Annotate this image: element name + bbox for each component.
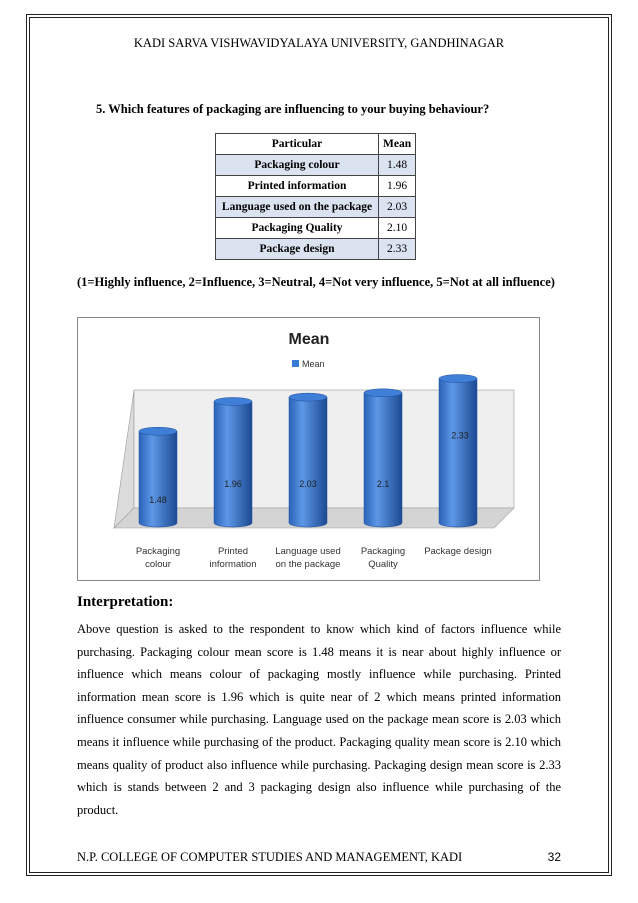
chart-x-labels xyxy=(136,546,492,570)
page-number: 32 xyxy=(547,850,561,864)
chart-canvas xyxy=(78,318,541,582)
question-heading: 5. Which features of packaging are influencing to your buying behaviour? xyxy=(96,102,490,116)
bar-top xyxy=(364,389,402,397)
x-tick-label: information xyxy=(209,559,257,570)
bar-data-label: 1.96 xyxy=(224,479,242,489)
table-cell-particular: Printed information xyxy=(216,176,379,197)
bar-body xyxy=(364,393,402,527)
chart-bar xyxy=(439,375,477,527)
table-header-mean: Mean xyxy=(379,134,416,155)
chart-bar xyxy=(289,393,327,527)
bar-top xyxy=(439,375,477,383)
legend-label: Mean xyxy=(302,359,325,369)
x-tick-label: Packaging xyxy=(360,546,406,557)
bar-data-label: 1.48 xyxy=(149,495,167,505)
table-row xyxy=(216,197,416,218)
table-header-row xyxy=(216,134,416,155)
bar-data-label: 2.33 xyxy=(451,430,469,441)
interpretation-text: Above question is asked to the respondent to know which kind of factors influence while purchasing. Packaging colour mean score is 1.48 means it is near about highly influence or influence which means colour of packaging mostly influence while purchasing. Printed information mean score is 1.96 which is quite near of 2 which means printed information influence consumer while purchasing. Language used on the package mean score is 2.03 which means it influence while purchasing of the product. Packaging quality mean score is 2.10 which means quality of product also influence while purchasing. Packaging design mean score is 2.33 which is stands between 2 and 3 packaging design also influence while purchasing of the product. xyxy=(77,622,561,817)
x-tick-label: colour xyxy=(145,559,171,570)
x-tick-label: Quality xyxy=(368,559,398,570)
bar-body xyxy=(289,397,327,527)
table-cell-mean: 2.03 xyxy=(379,197,416,218)
table-cell-mean: 1.48 xyxy=(379,155,416,176)
legend-swatch xyxy=(292,360,299,367)
x-tick-label: Printed xyxy=(217,546,249,557)
bar-body xyxy=(439,379,477,527)
page-footer xyxy=(77,850,561,865)
bar-top xyxy=(289,393,327,401)
chart-bar xyxy=(214,397,252,527)
x-tick-label: Package design xyxy=(424,546,492,557)
chart-bar xyxy=(364,389,402,527)
x-tick-label: Language used xyxy=(275,546,341,557)
table-row xyxy=(216,239,416,260)
bar-data-label: 2.03 xyxy=(299,479,317,489)
scale-note: (1=Highly influence, 2=Influence, 3=Neutral, 4=Not very influence, 5=Not at all influence) xyxy=(77,275,555,289)
table-cell-particular: Language used on the package xyxy=(216,197,379,218)
chart-bar xyxy=(139,427,177,527)
bar-body xyxy=(139,431,177,527)
bar-top xyxy=(139,427,177,435)
interpretation-title: Interpretation: xyxy=(77,594,174,610)
chart-title: Mean xyxy=(288,331,330,348)
bar-data-label: 2.1 xyxy=(376,479,390,489)
table-header-particular: Particular xyxy=(216,134,379,155)
bar-body xyxy=(214,401,252,527)
table-row xyxy=(216,155,416,176)
table-cell-particular: Packaging colour xyxy=(216,155,379,176)
x-tick-label: on the package xyxy=(275,559,341,570)
mean-chart xyxy=(77,317,540,581)
table-row xyxy=(216,176,416,197)
table-cell-mean: 2.10 xyxy=(379,218,416,239)
table-row xyxy=(216,218,416,239)
table-cell-mean: 1.96 xyxy=(379,176,416,197)
table-cell-particular: Packaging Quality xyxy=(216,218,379,239)
chart-side-wall xyxy=(114,390,134,528)
x-tick-label: Packaging xyxy=(135,546,181,557)
page-header: KADI SARVA VISHWAVIDYALAYA UNIVERSITY, GANDHINAGAR xyxy=(133,36,505,50)
bar-top xyxy=(214,397,252,405)
mean-table xyxy=(215,133,416,260)
table-cell-particular: Package design xyxy=(216,239,379,260)
table-cell-mean: 2.33 xyxy=(379,239,416,260)
footer-text: N.P. COLLEGE OF COMPUTER STUDIES AND MANAGEMENT, KADI xyxy=(77,850,463,864)
